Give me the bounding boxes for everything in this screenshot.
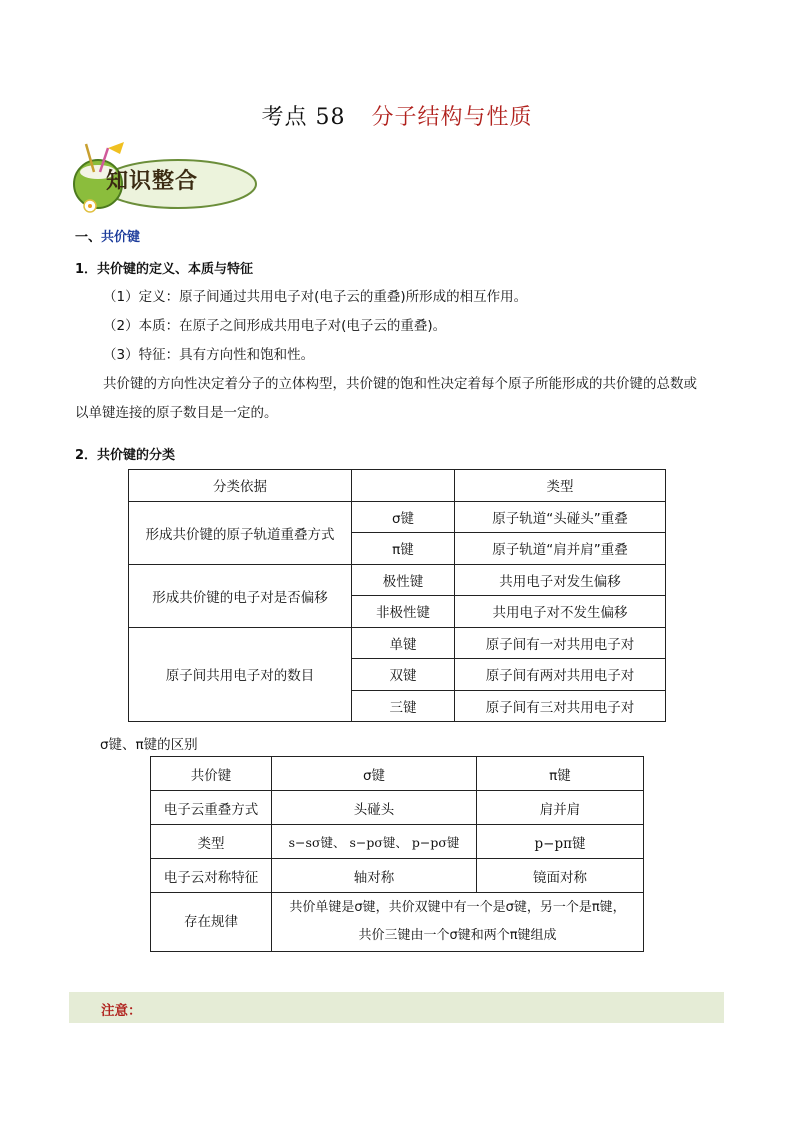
sigma-cell: 头碰头 bbox=[272, 791, 477, 825]
sigma-cell: 轴对称 bbox=[272, 859, 477, 893]
page-title bbox=[0, 100, 794, 131]
row-label-cell: 电子云对称特征 bbox=[151, 859, 272, 893]
section-heading bbox=[75, 226, 140, 245]
essence-item: （2）本质：在原子之间形成共用电子对(电子云的重叠)。 bbox=[103, 318, 447, 334]
desc-cell: 原子间有一对共用电子对 bbox=[455, 627, 666, 659]
table-row bbox=[129, 564, 666, 596]
header-cell: 类型 bbox=[455, 470, 666, 502]
subsection-heading-2: 2．共价键的分类 bbox=[75, 448, 176, 463]
header-cell bbox=[352, 470, 455, 502]
table-row bbox=[129, 627, 666, 659]
sigma-cell: s−sσ键、 s−pσ键、 p−pσ键 bbox=[272, 825, 477, 859]
definition-list bbox=[75, 283, 725, 428]
note-box bbox=[69, 992, 724, 1023]
note-label: 注意： bbox=[101, 1003, 142, 1019]
desc-cell: 原子轨道“头碰头”重叠 bbox=[455, 501, 666, 533]
definition-item: （1）定义：原子间通过共用电子对(电子云的重叠)所形成的相互作用。 bbox=[103, 289, 528, 305]
row-label-cell: 类型 bbox=[151, 825, 272, 859]
type-cell: 极性键 bbox=[352, 564, 455, 596]
type-cell: σ键 bbox=[352, 501, 455, 533]
rule-cell bbox=[272, 893, 644, 952]
section-number: 一、 bbox=[75, 230, 102, 245]
type-cell: 单键 bbox=[352, 627, 455, 659]
row-label-cell: 存在规律 bbox=[151, 893, 272, 952]
section-title: 共价键 bbox=[101, 230, 141, 245]
basis-cell: 原子间共用电子对的数目 bbox=[129, 627, 352, 722]
topic-title: 分子结构与性质 bbox=[371, 105, 533, 130]
knowledge-banner bbox=[68, 140, 258, 218]
rule-line-2: 共价三键由一个σ键和两个π键组成 bbox=[358, 928, 557, 943]
table-row bbox=[151, 825, 644, 859]
desc-cell: 原子轨道“肩并肩”重叠 bbox=[455, 533, 666, 565]
row-label-cell: 电子云重叠方式 bbox=[151, 791, 272, 825]
sigma-cell: σ键 bbox=[272, 757, 477, 791]
banner-text: 知识整合 bbox=[106, 169, 199, 194]
row-label-cell: 共价键 bbox=[151, 757, 272, 791]
desc-cell: 共用电子对发生偏移 bbox=[455, 564, 666, 596]
pi-cell: p−pπ键 bbox=[477, 825, 644, 859]
type-cell: π键 bbox=[352, 533, 455, 565]
table-row bbox=[151, 791, 644, 825]
pi-cell: 肩并肩 bbox=[477, 791, 644, 825]
paragraph-line-1: 共价键的方向性决定着分子的立体构型，共价键的饱和性决定着每个原子所能形成的共价键的总数或 bbox=[103, 376, 697, 392]
table-header-row bbox=[129, 470, 666, 502]
sigma-pi-comparison-table bbox=[150, 756, 644, 952]
table-row bbox=[151, 893, 644, 952]
subsection-heading-1: 1．共价键的定义、本质与特征 bbox=[75, 262, 254, 277]
paragraph-line-2: 以单键连接的原子数目是一定的。 bbox=[75, 405, 278, 421]
type-cell: 非极性键 bbox=[352, 596, 455, 628]
basis-cell: 形成共价键的原子轨道重叠方式 bbox=[129, 501, 352, 564]
pi-cell: 镜面对称 bbox=[477, 859, 644, 893]
rule-line-1: 共价单键是σ键，共价双键中有一个是σ键，另一个是π键， bbox=[289, 900, 626, 915]
topic-number: 考点 58 bbox=[261, 105, 346, 130]
desc-cell: 原子间有两对共用电子对 bbox=[455, 659, 666, 691]
basis-cell: 形成共价键的电子对是否偏移 bbox=[129, 564, 352, 627]
type-cell: 双键 bbox=[352, 659, 455, 691]
classification-table bbox=[128, 469, 666, 722]
table-row bbox=[129, 501, 666, 533]
desc-cell: 原子间有三对共用电子对 bbox=[455, 690, 666, 722]
table-caption: σ键、π键的区别 bbox=[100, 737, 198, 753]
table-row bbox=[151, 757, 644, 791]
feature-item: （3）特征：具有方向性和饱和性。 bbox=[103, 347, 315, 363]
pi-cell: π键 bbox=[477, 757, 644, 791]
table-row bbox=[151, 859, 644, 893]
desc-cell: 共用电子对不发生偏移 bbox=[455, 596, 666, 628]
header-cell: 分类依据 bbox=[129, 470, 352, 502]
type-cell: 三键 bbox=[352, 690, 455, 722]
